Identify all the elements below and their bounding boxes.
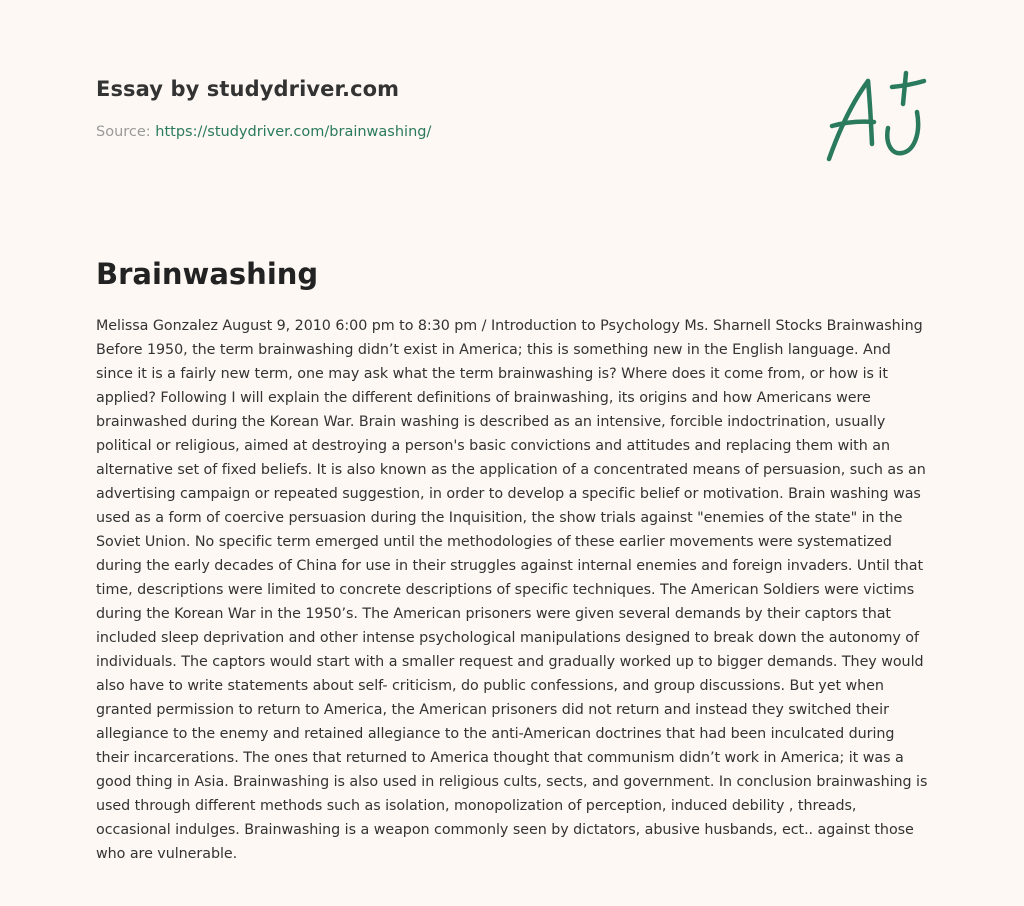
source-link[interactable]: https://studydriver.com/brainwashing/ [155,124,432,140]
a-plus-logo-icon [818,66,930,166]
source-line [96,122,696,142]
essay-title: Brainwashing [96,257,319,291]
essay-body: Melissa Gonzalez August 9, 2010 6:00 pm to 8:30 pm / Introduction to Psychology Ms. Sharnell Stocks Brainwashing Before 1950, the term brainwashing didn’t exist in America; this is something new in the English language. And since it is a fairly new term, one may ask what the term brainwashing is? Where does it come from, or how is it applied? Following I will explain the different definitions of brainwashing, its origins and how Americans were brainwashed during the Korean War. Brain washing is described as an intensive, forcible indoctrination, usually political or religious, aimed at destroying a person's basic convictions and attitudes and replacing them with an alternative set of fixed beliefs. It is also known as the application of a concentrated means of persuasion, such as an advertising campaign or repeated suggestion, in order to develop a specific belief or motivation. Brain washing was used as a form of coercive persuasion during the Inquisition, the show trials against "enemies of the state" in the Soviet Union. No specific term emerged until the methodologies of these earlier movements were systematized during the early decades of China for use in their struggles against internal enemies and foreign invaders. Until that time, descriptions were limited to concrete descriptions of specific techniques. The American Soldiers were victims during the Korean War in the 1950’s. The American prisoners were given several demands by their captors that included sleep deprivation and other intense psychological manipulations designed to break down the autonomy of individuals. The captors would start with a smaller request and gradually worked up to bigger demands. They would also have to write statements about self- criticism, do public confessions, and group discussions. But yet when granted permission to return to America, the American prisoners did not return and instead they switched their allegiance to the enemy and retained allegiance to the anti-American doctrines that had been inculcated during their incarcerations. The ones that returned to America thought that communism didn’t work in America; it was a good thing in Asia. Brainwashing is also used in religious cults, sects, and government. In conclusion brainwashing is used through different methods such as isolation, monopolization of perception, induced debility , threads, occasional indulges. Brainwashing is a weapon commonly seen by dictators, abusive husbands, ect.. against those who are vulnerable. [96,318,928,862]
document-header [96,74,696,142]
brand-title: Essay by studydriver.com [96,77,400,101]
source-label: Source: [96,124,151,140]
